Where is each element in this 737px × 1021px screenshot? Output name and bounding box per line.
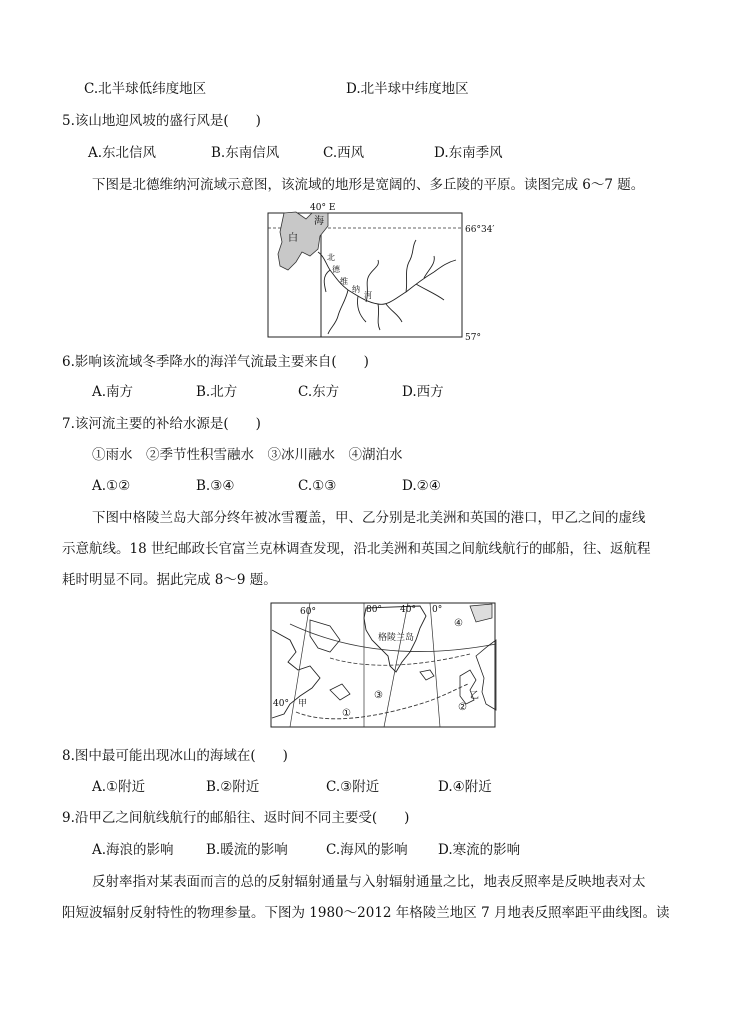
q6-option-b: B.北方	[196, 384, 238, 400]
q7-option-d: D.②④	[402, 478, 441, 494]
question-8-stem: 8.图中最可能出现冰山的海域在( )	[62, 748, 288, 764]
q5-option-a: A.东北信风	[88, 145, 157, 161]
q7-option-c: C.①③	[298, 478, 337, 494]
intro-next-line2: 阳短波辐射反射特性的物理参量。下图为 1980～2012 年格陵兰地区 7 月地表反照率距平曲线图。读	[62, 905, 670, 921]
q8-option-d: D.④附近	[438, 779, 492, 795]
question-6-stem: 6.影响该流域冬季降水的海洋气流最主要来自( )	[62, 354, 369, 370]
option-d-prev: D.北半球中纬度地区	[346, 81, 469, 97]
river-char-1: 北	[327, 253, 335, 262]
river-char-3: 维	[340, 277, 348, 286]
lon-40-label: 40°	[400, 605, 416, 615]
lat-40-label: 40°	[273, 699, 289, 709]
q9-option-a: A.海浪的影响	[92, 842, 174, 858]
intro-6-7: 下图是北德维纳河流域示意图，该流域的地形是宽阔的、多丘陵的平原。读图完成 6～7 题。	[92, 177, 645, 193]
lon-80-label: 80°	[366, 605, 382, 615]
q6-option-d: D.西方	[402, 384, 444, 400]
intro-8-9-line2: 示意航线。18 世纪邮政长官富兰克林调查发现，沿北美洲和英国之间航线航行的邮船，往、返航程	[62, 541, 651, 557]
intro-8-9-line1: 下图中格陵兰岛大部分终年被冰雪覆盖，甲、乙分别是北美洲和英国的港口，甲乙之间的虚线	[92, 510, 646, 526]
q6-option-c: C.东方	[298, 384, 340, 400]
port-jia-label: 甲	[298, 699, 308, 709]
sea-marker-2: ②	[458, 702, 467, 713]
sea-label-bai: 白	[288, 233, 298, 244]
river-char-5: 河	[364, 291, 372, 300]
question-7-stem: 7.该河流主要的补给水源是( )	[62, 416, 261, 432]
q8-option-a: A.①附近	[92, 779, 146, 795]
q9-option-d: D.寒流的影响	[438, 842, 521, 858]
lat-66-label: 66°34′	[465, 225, 495, 235]
lon-60-label: 60°	[300, 607, 316, 617]
q7-items: ①雨水 ②季节性积雪融水 ③冰川融水 ④湖泊水	[92, 447, 403, 463]
question-5-stem: 5.该山地迎风坡的盛行风是( )	[62, 113, 261, 129]
q8-option-c: C.③附近	[326, 779, 380, 795]
sea-marker-1: ①	[342, 708, 351, 719]
q7-option-a: A.①②	[92, 478, 131, 494]
q9-option-c: C.海风的影响	[326, 842, 408, 858]
intro-next-line1: 反射率指对某表面而言的总的反射辐射通量与入射辐射通量之比，地表反照率是反映地表对太	[92, 874, 646, 890]
port-yi-label: 乙	[470, 691, 480, 701]
lon-0-label: 0°	[432, 605, 443, 615]
option-c-prev: C.北半球低纬度地区	[84, 81, 207, 97]
intro-8-9-line3: 耗时明显不同。据此完成 8～9 题。	[62, 572, 277, 588]
sea-marker-4: ④	[454, 618, 463, 629]
q8-option-b: B.②附近	[206, 779, 260, 795]
lon-40e-label: 40° E	[310, 203, 336, 213]
north-atlantic-map	[270, 600, 498, 730]
q7-option-b: B.③④	[196, 478, 235, 494]
dvina-basin-map	[266, 203, 495, 346]
sea-marker-3: ③	[374, 690, 383, 701]
greenland-label: 格陵兰岛	[378, 633, 415, 643]
q6-option-a: A.南方	[92, 384, 134, 400]
sea-label-hai: 海	[314, 216, 324, 227]
question-9-stem: 9.沿甲乙之间航线航行的邮船往、返时间不同主要受( )	[62, 810, 410, 826]
river-char-2: 德	[332, 265, 340, 274]
lat-57-label: 57°	[465, 333, 481, 343]
river-char-4: 纳	[352, 285, 360, 294]
q5-option-b: B.东南信风	[211, 145, 280, 161]
q5-option-c: C.西风	[323, 145, 365, 161]
q9-option-b: B.暖流的影响	[206, 842, 288, 858]
q5-option-d: D.东南季风	[434, 145, 503, 161]
